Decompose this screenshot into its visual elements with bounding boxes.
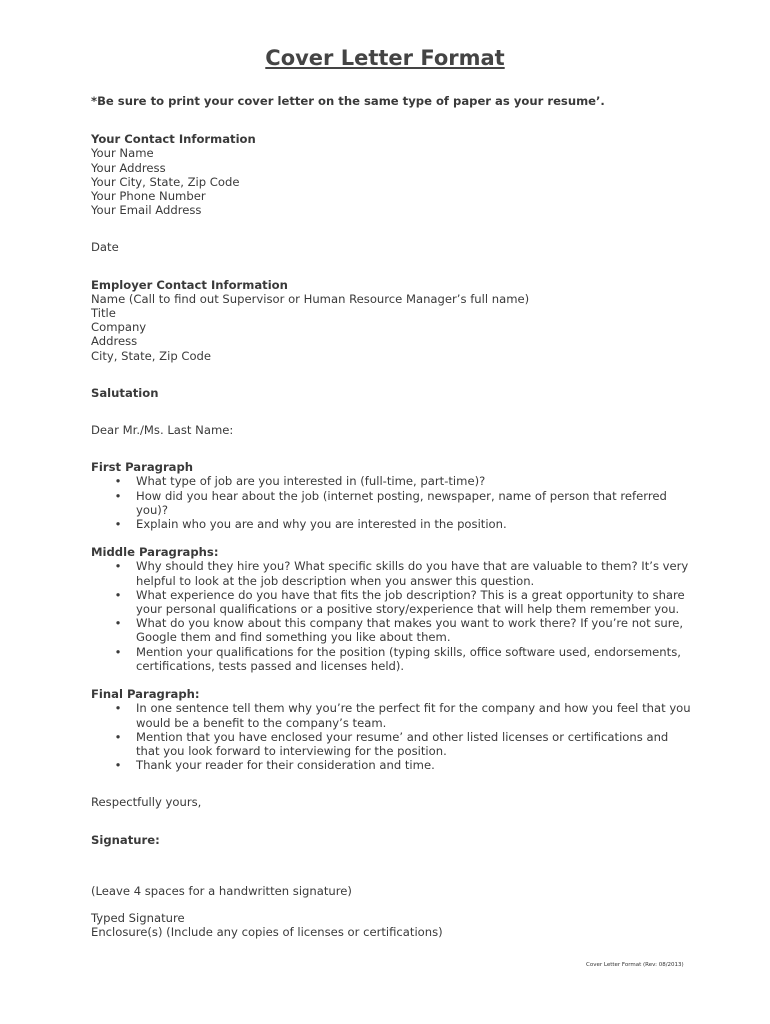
employer-section — [91, 278, 691, 363]
list-item: • What experience do you have that fits the job description? This is a great opportunity to share your personal qualifications or a positive story/experience that will help them remember you. — [114, 587, 685, 617]
contact-section — [91, 132, 691, 217]
list-item: • Mention that you have enclosed your resume’ and other listed licenses or certifications and that you look forward to interviewing for the position. — [114, 729, 669, 758]
middle-paragraphs-section — [91, 545, 691, 673]
page-title: Cover Letter Format — [265, 46, 505, 70]
list-item: • What type of job are you interested in (full-time, part-time)? — [114, 474, 486, 489]
contact-heading: Your Contact Information — [91, 132, 256, 147]
list-item: • What do you know about this company that makes you want to work there? If you’re not sure, Google them and find something you like about them. — [114, 616, 684, 645]
date-line: Date — [91, 240, 119, 255]
contact-line: Your Phone Number — [91, 189, 206, 204]
list-item: • Explain who you are and why you are interested in the position. — [114, 517, 507, 532]
bullet-icon: • — [114, 587, 122, 602]
first-paragraph-section — [91, 460, 691, 531]
bullet-icon: • — [114, 488, 122, 503]
employer-line: Address — [91, 334, 138, 349]
contact-line: Your Address — [91, 160, 166, 175]
employer-line: Title — [91, 306, 116, 321]
bullet-icon: • — [114, 644, 122, 659]
typed-signature: Typed Signature — [91, 910, 185, 925]
middle-paragraphs-heading: Middle Paragraphs: — [91, 545, 219, 560]
salutation-heading: Salutation — [91, 385, 159, 400]
bullet-icon: • — [114, 701, 122, 716]
list-item: • In one sentence tell them why you’re the perfect fit for the company and how you feel that you would be a benefit to the company’s team. — [114, 701, 691, 730]
list-item: • Mention your qualifications for the position (typing skills, office software used, endorsements, certifications, tests passed and licenses held). — [114, 644, 681, 673]
enclosure-line: Enclosure(s) (Include any copies of licenses or certifications) — [91, 925, 443, 940]
list-item: • Thank your reader for their consideration and time. — [114, 758, 435, 773]
closing-line: Respectfully yours, — [91, 795, 202, 810]
employer-line: City, State, Zip Code — [91, 348, 212, 363]
bullet-icon: • — [114, 559, 122, 574]
bullet-icon: • — [114, 729, 122, 744]
contact-line: Your Email Address — [91, 203, 202, 218]
bullet-icon: • — [114, 758, 122, 773]
list-item: • How did you hear about the job (internet posting, newspaper, name of person that referred you)? — [114, 488, 667, 517]
paper-note: *Be sure to print your cover letter on the same type of paper as your resume’. — [91, 94, 605, 108]
footer-revision: Cover Letter Format (Rev: 08/2013) — [586, 962, 684, 968]
contact-line: Your Name — [91, 146, 154, 161]
contact-line: Your City, State, Zip Code — [91, 174, 240, 189]
bullet-icon: • — [114, 616, 122, 631]
list-item: • Why should they hire you? What specific skills do you have that are valuable to them? It’s very helpful to look at the job description when you answer this question. — [114, 559, 689, 588]
bullet-icon: • — [114, 517, 122, 532]
salutation-text: Dear Mr./Ms. Last Name: — [91, 423, 234, 438]
document-body — [91, 94, 691, 939]
employer-heading: Employer Contact Information — [91, 277, 288, 292]
employer-line: Company — [91, 320, 147, 335]
signature-note: (Leave 4 spaces for a handwritten signature) — [91, 883, 352, 898]
bullet-icon: • — [114, 474, 122, 489]
final-paragraph-heading: Final Paragraph: — [91, 687, 200, 702]
employer-line: Name (Call to find out Supervisor or Human Resource Manager’s full name) — [91, 291, 530, 306]
final-paragraph-section — [91, 687, 691, 772]
signature-heading: Signature: — [91, 832, 160, 847]
first-paragraph-heading: First Paragraph — [91, 460, 194, 475]
